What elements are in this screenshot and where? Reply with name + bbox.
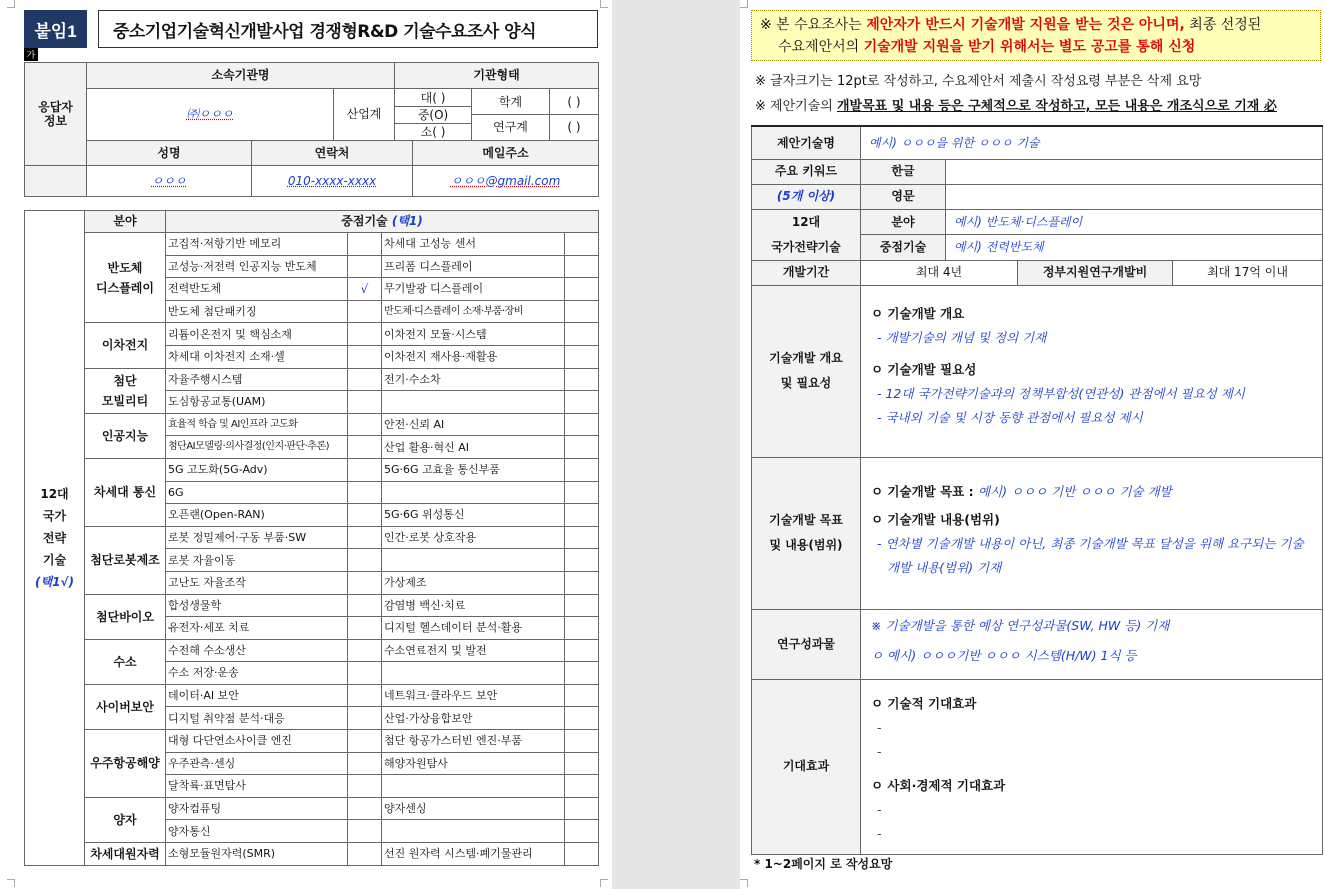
effect-content[interactable] xyxy=(861,679,1323,854)
keyword-korean-input[interactable] xyxy=(946,159,1323,184)
overview-detail: - 개발기술의 개념 및 정의 기재 xyxy=(877,329,1047,345)
key-tech-check[interactable] xyxy=(565,820,599,843)
proposal-table xyxy=(751,125,1323,855)
key-tech-item xyxy=(382,549,565,572)
key-tech-check[interactable] xyxy=(565,526,599,549)
key-tech-item: 안전·신뢰 AI xyxy=(382,413,565,436)
notice-emphasis: 기술개발 지원을 받기 위해서는 별도 공고를 통해 신청 xyxy=(863,39,1196,55)
effect-label: 기대효과 xyxy=(752,679,861,854)
email-label: 메일주소 xyxy=(413,141,599,166)
key-tech-check[interactable] xyxy=(565,730,599,753)
key-tech-check[interactable] xyxy=(565,662,599,685)
key-tech-item: 가상제조 xyxy=(382,571,565,594)
org-value[interactable]: ㈜ㅇㅇㅇ xyxy=(87,89,334,141)
crop-mark xyxy=(600,879,608,887)
key-tech-check[interactable] xyxy=(565,436,599,459)
field-group-name: 수소 xyxy=(85,639,166,684)
key-tech-check[interactable] xyxy=(348,843,382,866)
key-tech-item: 선진 원자력 시스템·폐기물관리 xyxy=(382,843,565,866)
key-tech-check[interactable] xyxy=(565,775,599,798)
key-tech-check[interactable] xyxy=(565,278,599,301)
key-tech-check[interactable] xyxy=(348,820,382,843)
key-tech-check[interactable] xyxy=(348,617,382,640)
section-marker: 가 xyxy=(24,48,38,61)
academia-label: 학계 xyxy=(472,89,549,115)
size-large[interactable]: 대( ) xyxy=(395,90,471,107)
key-tech-check[interactable] xyxy=(348,752,382,775)
tech-name-value[interactable]: 예시) ㅇㅇㅇ을 위한 ㅇㅇㅇ 기술 xyxy=(861,126,1323,159)
effect-dash: - xyxy=(877,743,882,759)
result-example: ㅇ 예시) ㅇㅇㅇ기반 ㅇㅇㅇ 시스템(H/W) 1식 등 xyxy=(871,647,1137,663)
keyword-label: 주요 키워드 xyxy=(752,159,861,184)
key-tech-check[interactable] xyxy=(565,571,599,594)
field-group-name: 사이버보안 xyxy=(85,684,166,729)
key-tech-check[interactable] xyxy=(348,684,382,707)
key-tech-check[interactable] xyxy=(565,707,599,730)
key-tech-item: 산업·가상융합보안 xyxy=(382,707,565,730)
key-tech-check[interactable] xyxy=(348,436,382,459)
key-tech-item: 수소 저장·운송 xyxy=(166,662,348,685)
key-tech-check[interactable] xyxy=(348,391,382,414)
crop-mark xyxy=(740,0,748,8)
key-tech-item: 대형 다단연소사이클 엔진 xyxy=(166,730,348,753)
key-tech-check[interactable] xyxy=(565,345,599,368)
sanup-label: 산업계 xyxy=(334,89,395,141)
key-tech-item: 고집적·저항기반 메모리 xyxy=(166,233,348,256)
key-tech-item: 5G 고도화(5G-Adv) xyxy=(166,458,348,481)
key-tech-item: 우주관측·센싱 xyxy=(166,752,348,775)
key-tech-item: 이차전지 모듈·시스템 xyxy=(382,323,565,346)
scope-bullet: ㅇ 기술개발 내용(범위) xyxy=(871,511,1000,527)
overview-bullet: ㅇ 기술개발 개요 xyxy=(871,305,965,321)
academia-research xyxy=(472,89,550,141)
key-tech-check[interactable] xyxy=(565,391,599,414)
key-tech-check[interactable] xyxy=(348,594,382,617)
key-tech-item: 반도체 첨단패키징 xyxy=(166,300,348,323)
key-tech-check[interactable] xyxy=(565,481,599,504)
left-page xyxy=(0,0,612,889)
attachment-badge: 붙임1 xyxy=(24,10,87,48)
key-tech-check[interactable] xyxy=(348,413,382,436)
key-tech-check[interactable] xyxy=(348,797,382,820)
key-tech-item: 6G xyxy=(166,481,348,504)
key-tech-check[interactable] xyxy=(565,255,599,278)
key-tech-check[interactable] xyxy=(565,300,599,323)
key-tech-check[interactable] xyxy=(565,617,599,640)
key-tech-item: 첨단AI모델링·의사결정(인지·판단·추론) xyxy=(166,436,348,459)
keyword-sub-label: (5개 이상) xyxy=(752,184,861,209)
respondent-section-label: 응답자 정보 xyxy=(25,63,87,166)
font-size-note: ※ 글자크기는 12pt로 작성하고, 수요제안서 제출시 작성요령 부분은 삭제 요망 xyxy=(755,74,1202,89)
respondent-empty xyxy=(25,166,87,197)
crop-mark xyxy=(7,0,15,8)
key-tech-check[interactable] xyxy=(348,571,382,594)
field-group-name: 차세대원자력 xyxy=(85,843,166,866)
tech-name-label: 제안기술명 xyxy=(752,126,861,159)
key-tech-check[interactable] xyxy=(565,752,599,775)
size-options[interactable] xyxy=(395,89,472,141)
goal-content[interactable] xyxy=(861,457,1323,609)
result-content[interactable] xyxy=(861,609,1323,679)
notice-text: 최종 선정된 xyxy=(1184,17,1262,33)
field-group-name: 첨단로봇제조 xyxy=(85,526,166,594)
effect-dash: - xyxy=(877,825,882,841)
budget-label: 정부지원연구개발비 xyxy=(1018,260,1173,285)
key-tech-check[interactable] xyxy=(348,707,382,730)
goal-bullet: ㅇ 기술개발 목표 : xyxy=(871,483,978,499)
key-tech-check[interactable] xyxy=(565,323,599,346)
key-tech-item: 수전해 수소생산 xyxy=(166,639,348,662)
result-detail: ※ 기술개발을 통한 예상 연구성과물(SW, HW 등) 기재 xyxy=(871,617,1170,633)
name-value[interactable]: ㅇㅇㅇ xyxy=(87,166,252,197)
strategy-label: 12대 국가전략기술 xyxy=(752,209,861,260)
overview-content[interactable] xyxy=(861,285,1323,457)
key-tech-item: 무기발광 디스플레이 xyxy=(382,278,565,301)
size-mid[interactable]: 중(O) xyxy=(395,107,471,124)
key-tech-check[interactable] xyxy=(565,233,599,256)
academia-check[interactable]: ( ) xyxy=(550,89,598,115)
key-tech-check[interactable] xyxy=(348,549,382,572)
key-tech-check[interactable] xyxy=(348,662,382,685)
necessity-bullet: ㅇ 기술개발 필요성 xyxy=(871,361,977,377)
period-label: 개발기간 xyxy=(752,260,861,285)
key-tech-check[interactable] xyxy=(348,255,382,278)
key-tech-item: 로봇 자율이동 xyxy=(166,549,348,572)
key-tech-check[interactable] xyxy=(348,458,382,481)
key-tech-check[interactable] xyxy=(565,549,599,572)
key-tech-item: 양자컴퓨팅 xyxy=(166,797,348,820)
research-check[interactable]: ( ) xyxy=(567,120,581,134)
field-group-name: 인공지능 xyxy=(85,413,166,458)
result-label: 연구성과물 xyxy=(752,609,861,679)
key-tech-check[interactable] xyxy=(348,775,382,798)
notice-text: ※ 본 수요조사는 xyxy=(760,17,867,33)
email-value[interactable]: ㅇㅇㅇ@gmail.com xyxy=(413,166,599,197)
respondent-table xyxy=(24,62,599,197)
key-tech-item: 로봇 정밀제어·구동 부품·SW xyxy=(166,526,348,549)
key-tech-item: 차세대 고성능 센서 xyxy=(382,233,565,256)
key-tech-check[interactable] xyxy=(348,345,382,368)
type-label: 기관형태 xyxy=(395,63,599,89)
key-tech-check[interactable] xyxy=(565,843,599,866)
strategic-tech-side-label: 12대 국가 전략 기술 (택1√) xyxy=(25,211,85,866)
field-group-name: 첨단 모빌리티 xyxy=(85,368,166,413)
field-header: 분야 xyxy=(85,211,166,233)
key-tech-check[interactable] xyxy=(348,481,382,504)
key-tech-item: 5G·6G 고효율 통신부품 xyxy=(382,458,565,481)
key-tech-item: 도심항공교통(UAM) xyxy=(166,391,348,414)
key-tech-check[interactable] xyxy=(348,368,382,391)
key-tech-check[interactable] xyxy=(348,233,382,256)
key-tech-item: 해양자원탐사 xyxy=(382,752,565,775)
key-tech-item: 소형모듈원자력(SMR) xyxy=(166,843,348,866)
key-tech-item: 수소연료전지 및 발전 xyxy=(382,639,565,662)
key-tech-item: 유전자·세포 치료 xyxy=(166,617,348,640)
strategic-tech-table xyxy=(24,210,599,866)
content-note: ※ 제안기술의 개발목표 및 내용 등은 구체적으로 작성하고, 모든 내용은 개조식으로 기재 必 xyxy=(755,99,1277,114)
key-tech-check[interactable] xyxy=(565,797,599,820)
field-group-name: 우주항공해양 xyxy=(85,730,166,798)
key-tech-item: 오픈랜(Open-RAN) xyxy=(166,504,348,527)
necessity-detail: - 12대 국가전략기술과의 정책부합성(연관성) 관점에서 필요성 제시 xyxy=(877,385,1245,401)
org-label: 소속기관명 xyxy=(87,63,395,89)
key-tech-value[interactable]: 예시) 전력반도체 xyxy=(946,235,1323,261)
overview-label: 기술개발 개요 및 필요성 xyxy=(752,285,861,457)
footnote: * 1~2페이지 로 작성요망 xyxy=(754,857,893,871)
keyword-korean-label: 한글 xyxy=(861,159,946,184)
key-tech-item: 효율적 학습 및 AI인프라 고도화 xyxy=(166,413,348,436)
size-small[interactable]: 소( ) xyxy=(420,124,446,139)
key-tech-check[interactable] xyxy=(565,368,599,391)
crop-mark xyxy=(7,879,15,887)
key-tech-check[interactable] xyxy=(565,504,599,527)
field-value[interactable]: 예시) 반도체·디스플레이 xyxy=(946,209,1323,235)
key-tech-item: 첨단 항공가스터빈 엔진·부품 xyxy=(382,730,565,753)
key-tech-check[interactable] xyxy=(565,639,599,662)
academia-research-checks[interactable] xyxy=(550,89,599,141)
contact-value[interactable]: 010-xxxx-xxxx xyxy=(252,166,413,197)
key-tech-item: 합성생물학 xyxy=(166,594,348,617)
key-tech-item: 리튬이온전지 및 핵심소재 xyxy=(166,323,348,346)
field-group-name: 반도체 디스플레이 xyxy=(85,233,166,323)
key-tech-item xyxy=(382,662,565,685)
contact-label: 연락처 xyxy=(252,141,413,166)
page-gap xyxy=(612,0,750,889)
key-tech-item: 고난도 자율조작 xyxy=(166,571,348,594)
budget-value[interactable]: 최대 17억 이내 xyxy=(1173,260,1323,285)
key-tech-item: 디지털 취약점 분석·대응 xyxy=(166,707,348,730)
key-tech-check[interactable] xyxy=(348,526,382,549)
effect-dash: - xyxy=(877,719,882,735)
key-tech-header: 중점기술 (택1) xyxy=(166,211,599,233)
key-tech-item: 감염병 백신·치료 xyxy=(382,594,565,617)
name-label: 성명 xyxy=(87,141,252,166)
goal-label: 기술개발 목표 및 내용(범위) xyxy=(752,457,861,609)
key-tech-item xyxy=(382,481,565,504)
key-tech-item: 양자통신 xyxy=(166,820,348,843)
key-tech-item: 전기·수소차 xyxy=(382,368,565,391)
key-tech-check[interactable] xyxy=(348,300,382,323)
key-tech-item: 5G·6G 위성통신 xyxy=(382,504,565,527)
key-tech-check[interactable] xyxy=(348,504,382,527)
key-tech-item: 프리폼 디스플레이 xyxy=(382,255,565,278)
key-tech-check[interactable] xyxy=(348,730,382,753)
scope-detail: - 연차별 기술개발 내용이 아닌, 최종 기술개발 목표 달성을 위해 요구되는 기술개발 내용(범위) 기재 xyxy=(877,535,1304,575)
tech-effect-bullet: ㅇ 기술적 기대효과 xyxy=(871,695,977,711)
field-group-name: 양자 xyxy=(85,797,166,842)
key-tech-item xyxy=(382,775,565,798)
key-tech-check[interactable] xyxy=(348,639,382,662)
key-tech-item: 고성능·저전력 인공지능 반도체 xyxy=(166,255,348,278)
notice-text: 수요제안서의 xyxy=(778,39,864,55)
field-group-name: 첨단바이오 xyxy=(85,594,166,639)
key-tech-check[interactable] xyxy=(565,413,599,436)
key-tech-check[interactable] xyxy=(565,684,599,707)
key-tech-check[interactable] xyxy=(565,458,599,481)
effect-dash: - xyxy=(877,801,882,817)
key-tech-check[interactable] xyxy=(348,323,382,346)
field-group-name: 이차전지 xyxy=(85,323,166,368)
key-tech-item: 디지털 헬스데이터 분석·활용 xyxy=(382,617,565,640)
notice-box xyxy=(751,10,1321,61)
social-effect-bullet: ㅇ 사회·경제적 기대효과 xyxy=(871,777,1006,793)
key-tech-item: 양자센싱 xyxy=(382,797,565,820)
key-tech-item: 자율주행시스템 xyxy=(166,368,348,391)
period-value[interactable]: 최대 4년 xyxy=(861,260,1018,285)
necessity-detail: - 국내외 기술 및 시장 동향 관점에서 필요성 제시 xyxy=(877,409,1143,425)
key-tech-item xyxy=(382,820,565,843)
crop-mark xyxy=(740,879,748,887)
key-tech-item: 반도체·디스플레이 소재·부품·장비 xyxy=(382,300,565,323)
key-tech-check[interactable] xyxy=(565,594,599,617)
field-label: 분야 xyxy=(861,209,946,235)
key-tech-item: 네트워크·클라우드 보안 xyxy=(382,684,565,707)
key-tech-item: 달착륙·표면탐사 xyxy=(166,775,348,798)
notice-emphasis: 제안자가 반드시 기술개발 지원을 받는 것은 아니며, xyxy=(866,17,1185,33)
key-tech-label: 중점기술 xyxy=(861,235,946,261)
key-tech-item: 산업 활용·혁신 AI xyxy=(382,436,565,459)
field-group-name: 차세대 통신 xyxy=(85,458,166,526)
key-tech-item: 데이터·AI 보안 xyxy=(166,684,348,707)
key-tech-item: 전력반도체 xyxy=(166,278,348,301)
research-label: 연구계 xyxy=(493,120,528,134)
goal-example: 예시) ㅇㅇㅇ 기반 ㅇㅇㅇ 기술 개발 xyxy=(977,483,1172,499)
key-tech-item: 인간·로봇 상호작용 xyxy=(382,526,565,549)
key-tech-check[interactable]: √ xyxy=(348,278,382,301)
form-title: 중소기업기술혁신개발사업 경쟁형R&D 기술수요조사 양식 xyxy=(98,10,598,48)
keyword-english-input[interactable] xyxy=(946,184,1323,209)
keyword-english-label: 영문 xyxy=(861,184,946,209)
key-tech-item xyxy=(382,391,565,414)
key-tech-item: 차세대 이차전지 소재·셀 xyxy=(166,345,348,368)
key-tech-item: 이차전지 재사용·재활용 xyxy=(382,345,565,368)
crop-mark xyxy=(600,0,608,8)
